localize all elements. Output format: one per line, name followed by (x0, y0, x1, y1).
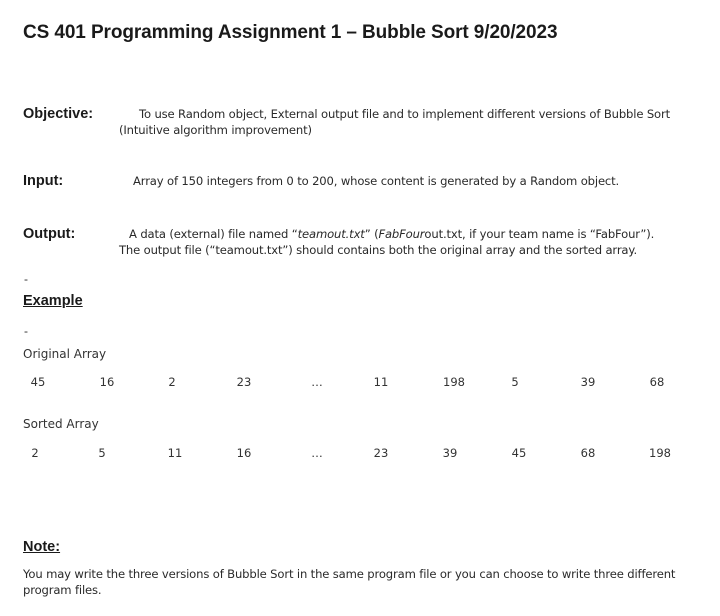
page-title: CS 401 Programming Assignment 1 – Bubble Sort 9/20/2023 (23, 22, 558, 43)
note-text (23, 566, 675, 598)
original-value: 39 (580, 375, 596, 389)
original-value: 23 (236, 375, 252, 389)
note-line-1: You may write the three versions of Bubble Sort in the same program file or you can choose to write three different (23, 567, 676, 581)
sorted-value: 2 (31, 446, 39, 460)
separator-dash-1: - (24, 272, 28, 286)
objective-line-2: (Intuitive algorithm improvement) (119, 123, 312, 137)
objective-line-1: To use Random object, External output file and to implement different versions of Bubble Sort (139, 107, 671, 121)
input-text: Array of 150 integers from 0 to 200, whose content is generated by a Random object. (133, 174, 620, 188)
output-text (119, 226, 654, 258)
output-line-1 (119, 226, 654, 242)
sorted-value: 11 (167, 446, 183, 460)
original-value: 5 (511, 375, 519, 389)
sorted-ellipsis: … (311, 446, 323, 460)
output-team-name: FabFour (378, 227, 425, 241)
output-filename: teamout.txt (297, 227, 365, 241)
output-line-1-c: ” ( (364, 227, 379, 241)
sorted-value: 16 (236, 446, 252, 460)
objective-label: Objective: (23, 106, 94, 122)
original-ellipsis: … (311, 375, 323, 389)
output-line-1-a: A data (external) file named “ (129, 227, 298, 241)
sorted-value: 23 (373, 446, 389, 460)
separator-dash-2: - (24, 324, 28, 338)
sorted-value: 45 (511, 446, 527, 460)
example-label: Example (23, 293, 83, 309)
note-label: Note: (23, 539, 61, 555)
sorted-array-label: Sorted Array (23, 417, 99, 431)
output-line-2: The output file (“teamout.txt”) should contains both the original array and the sorted array. (119, 243, 637, 257)
note-line-2: program files. (23, 583, 102, 597)
sorted-array-row (0, 446, 720, 464)
sorted-value: 198 (649, 446, 671, 460)
sorted-value: 68 (580, 446, 596, 460)
output-label: Output: (23, 226, 76, 242)
original-value: 16 (99, 375, 115, 389)
original-value: 68 (649, 375, 665, 389)
sorted-value: 39 (442, 446, 458, 460)
original-value: 2 (168, 375, 176, 389)
original-value: 45 (30, 375, 46, 389)
output-line-1-e: out.txt, if your team name is “FabFour”). (424, 227, 655, 241)
original-array-label: Original Array (23, 347, 107, 361)
objective-text (119, 106, 670, 138)
input-label: Input: (23, 173, 64, 189)
sorted-value: 5 (98, 446, 106, 460)
original-value: 11 (373, 375, 389, 389)
original-array-row (0, 375, 720, 393)
original-value: 198 (443, 375, 465, 389)
